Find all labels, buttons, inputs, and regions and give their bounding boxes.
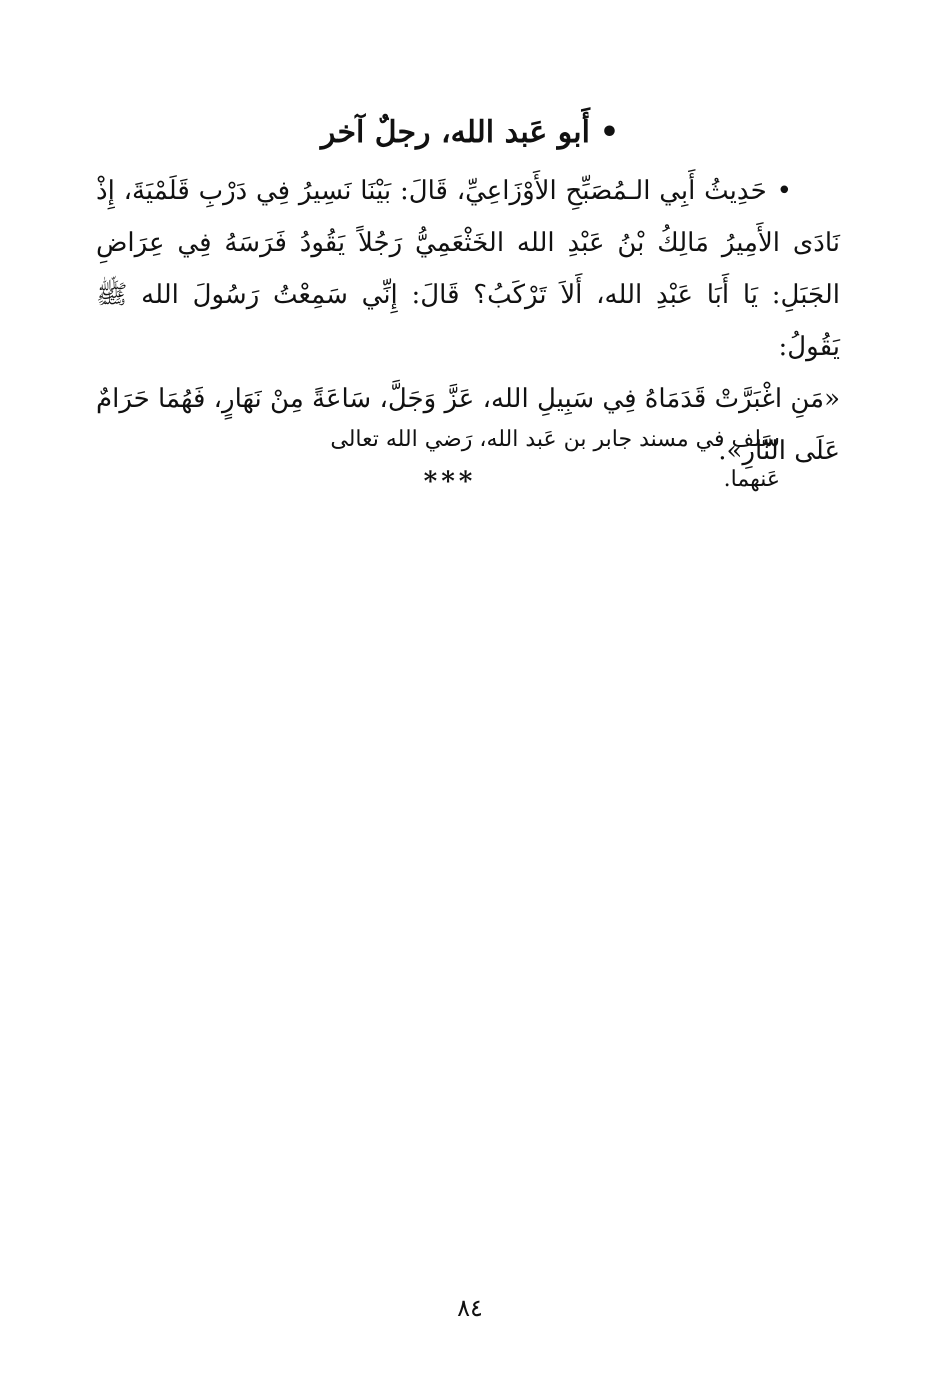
narration-paragraph bbox=[96, 165, 840, 373]
section-separator: *** bbox=[423, 467, 477, 497]
heading-bullet: • bbox=[599, 115, 620, 150]
source-note: سلف في مسند جابر بن عَبد الله، رَضي الله تعالى عَنهما. bbox=[330, 427, 780, 492]
hadith-text: «مَنِ اغْبَرَّتْ قَدَمَاهُ فِي سَبِيلِ الله، عَزَّ وَجَلَّ، سَاعَةً مِنْ نَهَارٍ، فَهُمَا حَرَامٌ عَلَى النَّارِ». bbox=[96, 384, 840, 466]
heading-text: أَبو عَبد الله، رجلٌ آخر bbox=[320, 115, 590, 150]
paragraph-bullet: • bbox=[776, 176, 792, 206]
section-heading bbox=[150, 108, 790, 158]
narration-text: حَدِيثُ أَبِي الـمُصَبِّحِ الأَوْزَاعِيِّ، قَالَ: بَيْنَا نَسِيرُ فِي دَرْبِ قَلَمْيَةَ، إِذْ نَادَى الأَمِيرُ مَالِكُ بْنُ عَبْدِ الله الخَثْعَمِيُّ رَجُلاً يَقُودُ فَرَسَهُ فِي عِرَاضِ الجَبَلِ: يَا أَبَا عَبْدِ الله، أَلاَ تَرْكَبُ؟ قَالَ: إِنِّي سَمِعْتُ رَسُولَ الله ﷺ يَقُولُ: bbox=[96, 176, 840, 362]
page-number: ٨٤ bbox=[457, 1294, 483, 1322]
